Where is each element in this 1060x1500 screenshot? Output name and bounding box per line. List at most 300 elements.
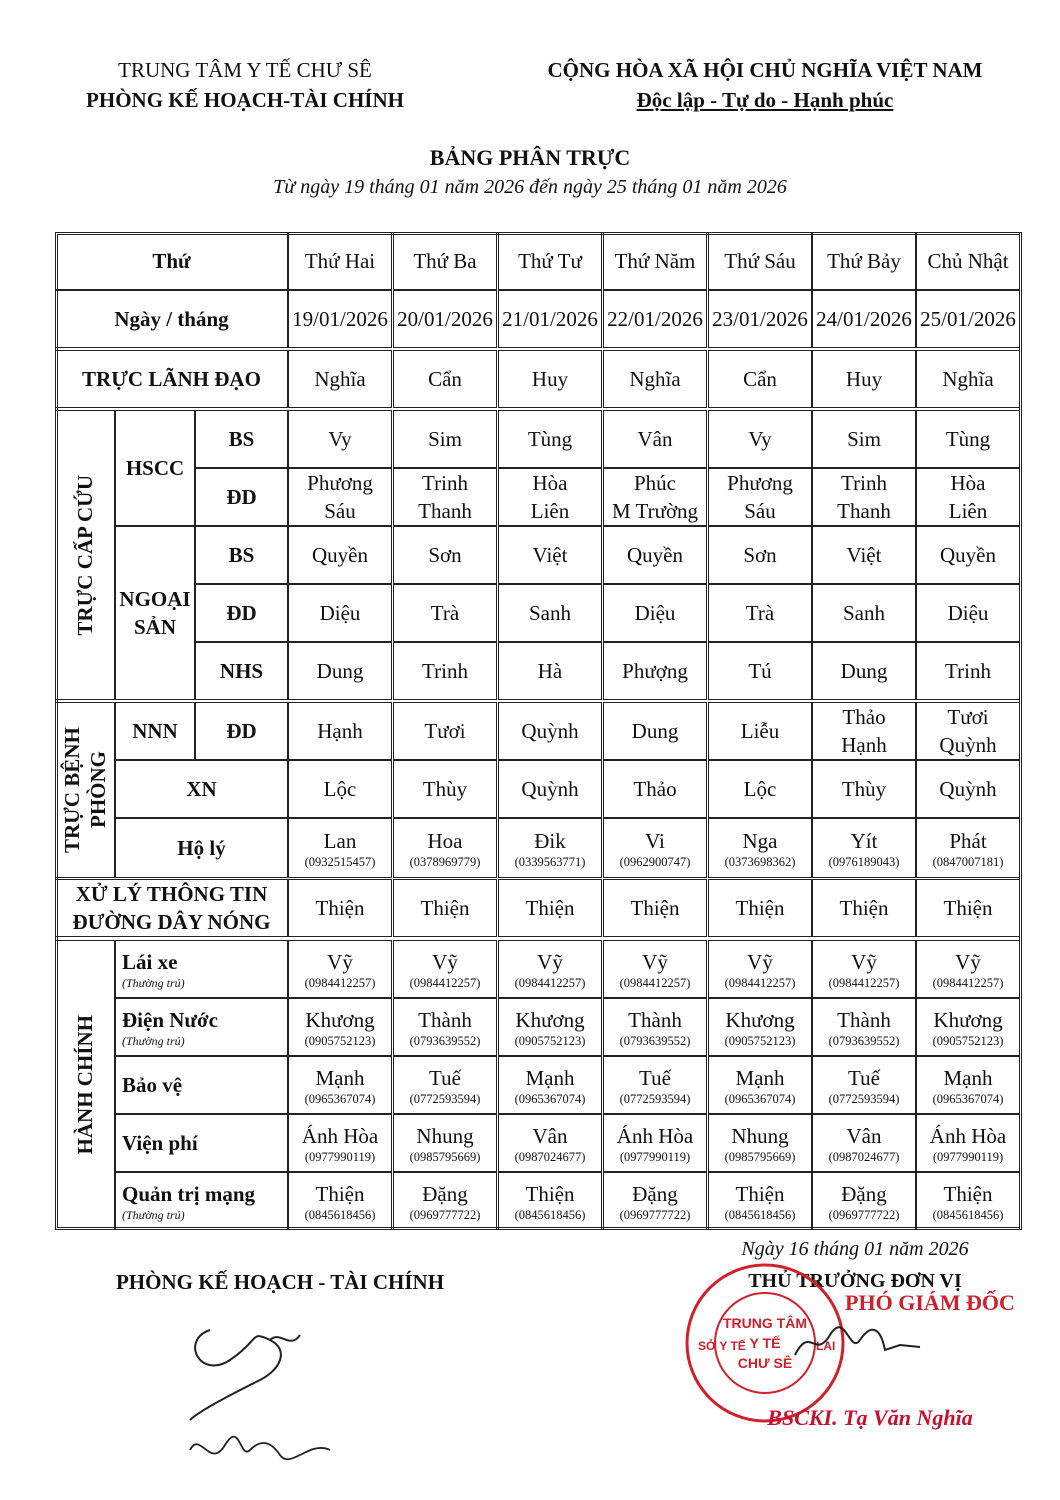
- footer-date: Ngày 16 tháng 01 năm 2026: [741, 1238, 969, 1260]
- staff-name: Vân: [846, 1124, 882, 1148]
- staff-name: Tú: [748, 659, 772, 683]
- staff-name: Sáu: [324, 499, 356, 523]
- leader-name: Nghĩa: [314, 367, 366, 391]
- emergency-role-cell: [195, 642, 288, 700]
- emergency-cell: [708, 642, 812, 700]
- day-name: Thứ Hai: [304, 249, 376, 273]
- emergency-cell: [498, 526, 602, 584]
- staff-name: Thành: [628, 1008, 682, 1032]
- staff-name: Hòa: [950, 471, 986, 495]
- staff-name: Thảo: [633, 777, 677, 801]
- day-name: Thứ Sáu: [724, 249, 796, 273]
- footer-left-label: PHÒNG KẾ HOẠCH - TÀI CHÍNH: [115, 1270, 445, 1294]
- staff-name: Trà: [745, 601, 775, 625]
- holy-cell: [916, 818, 1020, 878]
- admin-role-cell: [115, 940, 288, 998]
- admin-cell: [603, 1172, 707, 1230]
- role-label: Bảo vệ: [122, 1073, 183, 1097]
- emergency-label: TRỰC CẤP CỨU: [73, 474, 97, 636]
- staff-name: Quỳnh: [521, 719, 579, 743]
- leader-cell: [498, 350, 602, 408]
- day-header: [708, 232, 812, 290]
- phone-number: (0969777722): [409, 1208, 481, 1222]
- staff-name: Tùng: [945, 427, 991, 451]
- phone-number: (0984412257): [828, 976, 900, 990]
- phone-number: (0845618456): [932, 1208, 1004, 1222]
- staff-name: Khương: [725, 1008, 795, 1032]
- admin-role-cell: [115, 998, 288, 1056]
- hotline-label-1: XỬ LÝ THÔNG TIN: [75, 882, 268, 906]
- admin-cell: [812, 1172, 916, 1230]
- duty-table: [55, 232, 1022, 1240]
- staff-name: Thiện: [420, 896, 470, 920]
- staff-name: Đặng: [422, 1182, 468, 1206]
- staff-name: Liên: [530, 499, 570, 523]
- emergency-cell: [498, 642, 602, 700]
- staff-name: Khương: [515, 1008, 585, 1032]
- xn-cell: [708, 760, 812, 818]
- admin-cell: [916, 1056, 1020, 1114]
- hotline-cell: [916, 879, 1020, 937]
- hotline-cell: [393, 879, 497, 937]
- phone-number: (0905752123): [514, 1034, 586, 1048]
- emergency-cell: [916, 526, 1020, 584]
- day-header: [498, 232, 602, 290]
- admin-cell: [393, 1172, 497, 1230]
- emergency-cell: [708, 410, 812, 468]
- staff-name: Lộc: [323, 777, 357, 801]
- staff-name: Phương: [727, 471, 793, 495]
- date-value: 22/01/2026: [607, 307, 703, 331]
- admin-cell: [498, 1056, 602, 1114]
- emergency-cell: [393, 468, 497, 526]
- date-header: [288, 290, 392, 348]
- admin-cell: [708, 1056, 812, 1114]
- staff-name: Diệu: [947, 601, 989, 625]
- phone-number: (0962900747): [619, 855, 691, 869]
- hotline-cell: [812, 879, 916, 937]
- emergency-cell: [498, 584, 602, 642]
- admin-cell: [393, 1056, 497, 1114]
- phone-number: (0987024677): [514, 1150, 586, 1164]
- emergency-cell: [916, 410, 1020, 468]
- emergency-cell: [603, 584, 707, 642]
- role-note: (Thường trú): [122, 1034, 185, 1048]
- hscc-label-cell: [115, 410, 195, 526]
- leader-cell: [288, 350, 392, 408]
- staff-name: Sơn: [428, 543, 462, 567]
- role-label: Lái xe: [122, 950, 178, 974]
- leader-name: Cẩn: [428, 367, 462, 391]
- emergency-cell: [812, 410, 916, 468]
- staff-name: Phương: [307, 471, 373, 495]
- staff-name: Sơn: [743, 543, 777, 567]
- emergency-cell: [708, 468, 812, 526]
- staff-name: Diệu: [634, 601, 676, 625]
- emergency-cell: [603, 468, 707, 526]
- staff-name: Thiện: [525, 1182, 575, 1206]
- role-label: ĐD: [226, 485, 257, 509]
- phone-number: (0977990119): [619, 1150, 691, 1164]
- phone-number: (0905752123): [932, 1034, 1004, 1048]
- admin-cell: [916, 1172, 1020, 1230]
- emergency-cell: [393, 410, 497, 468]
- nnn-cell: [393, 702, 497, 760]
- director-signature: [790, 1315, 930, 1370]
- day-label: Thứ: [152, 249, 191, 273]
- staff-name: Quỳnh: [939, 733, 997, 757]
- department-signature: [170, 1310, 360, 1480]
- staff-name: Việt: [532, 543, 568, 567]
- xn-cell: [288, 760, 392, 818]
- emergency-cell: [498, 410, 602, 468]
- holy-label: Hộ lý: [177, 836, 226, 860]
- admin-cell: [916, 1114, 1020, 1172]
- nnn-label: NNN: [132, 719, 178, 743]
- emergency-cell: [603, 642, 707, 700]
- staff-name: Đik: [534, 829, 566, 853]
- phone-number: (0976189043): [828, 855, 900, 869]
- role-label: BS: [228, 543, 255, 567]
- nnn-role: ĐD: [226, 719, 257, 743]
- staff-name: Dung: [840, 659, 888, 683]
- admin-cell: [603, 940, 707, 998]
- emergency-cell: [916, 584, 1020, 642]
- leader-name: Nghĩa: [629, 367, 681, 391]
- leader-cell: [812, 350, 916, 408]
- emergency-role-cell: [195, 410, 288, 468]
- phone-number: (0984412257): [304, 976, 376, 990]
- hotline-label-2: ĐƯỜNG DÂY NÓNG: [72, 910, 271, 934]
- staff-name: Sim: [847, 427, 881, 451]
- role-label: Điện Nước: [122, 1008, 218, 1032]
- day-name: Thứ Bảy: [827, 249, 901, 273]
- ngoai-san-label: NGOẠI SẢN: [119, 587, 191, 639]
- nnn-cell: [916, 702, 1020, 760]
- staff-name: Nga: [742, 829, 778, 853]
- admin-cell: [393, 998, 497, 1056]
- day-name: Thứ Tư: [518, 249, 582, 273]
- staff-name: Tươi: [424, 719, 466, 743]
- emergency-cell: [708, 526, 812, 584]
- svg-text:CHƯ SÊ: CHƯ SÊ: [737, 1355, 793, 1371]
- phone-number: (0965367074): [932, 1092, 1004, 1106]
- admin-cell: [288, 940, 392, 998]
- date-header: [603, 290, 707, 348]
- admin-cell: [916, 998, 1020, 1056]
- staff-name: Dung: [631, 719, 679, 743]
- leader-cell: [393, 350, 497, 408]
- footer-org-head: THỦ TRƯỞNG ĐƠN VỊ: [748, 1270, 962, 1292]
- svg-text:LAI: LAI: [816, 1339, 836, 1353]
- phone-number: (0845618456): [304, 1208, 376, 1222]
- phone-number: (0845618456): [724, 1208, 796, 1222]
- phone-number: (0772593594): [409, 1092, 481, 1106]
- emergency-cell: [603, 410, 707, 468]
- staff-name: Mạnh: [735, 1066, 785, 1090]
- xn-cell: [916, 760, 1020, 818]
- staff-name: Mạnh: [525, 1066, 575, 1090]
- nnn-label-cell: [115, 702, 195, 760]
- staff-name: Ánh Hòa: [616, 1124, 694, 1148]
- signer-name: BSCKI. Tạ Văn Nghĩa: [767, 1405, 973, 1430]
- phone-number: (0985795669): [724, 1150, 796, 1164]
- staff-name: Thiện: [839, 896, 889, 920]
- staff-name: Đặng: [841, 1182, 887, 1206]
- xn-cell: [603, 760, 707, 818]
- emergency-cell: [708, 584, 812, 642]
- leader-cell: [708, 350, 812, 408]
- holy-cell: [603, 818, 707, 878]
- ward-group-label: [55, 702, 115, 878]
- emergency-role-cell: [195, 468, 288, 526]
- nnn-cell: [498, 702, 602, 760]
- date-header: [393, 290, 497, 348]
- staff-name: Trinh: [422, 659, 468, 683]
- staff-name: Dung: [316, 659, 364, 683]
- date-header: [498, 290, 602, 348]
- date-header: [708, 290, 812, 348]
- emergency-cell: [393, 526, 497, 584]
- phone-number: (0965367074): [724, 1092, 796, 1106]
- hotline-cell: [498, 879, 602, 937]
- phone-number: (0969777722): [619, 1208, 691, 1222]
- emergency-cell: [498, 468, 602, 526]
- staff-name: Thiện: [315, 1182, 365, 1206]
- holy-cell: [498, 818, 602, 878]
- phone-number: (0905752123): [304, 1034, 376, 1048]
- staff-name: Khương: [305, 1008, 375, 1032]
- staff-name: Tươi: [947, 705, 989, 729]
- staff-name: Thiện: [525, 896, 575, 920]
- staff-name: Vân: [637, 427, 673, 451]
- leader-name: Huy: [531, 367, 569, 391]
- phone-number: (0965367074): [304, 1092, 376, 1106]
- emergency-cell: [288, 584, 392, 642]
- staff-name: Thanh: [837, 499, 891, 523]
- staff-name: Vy: [748, 427, 772, 451]
- emergency-cell: [812, 468, 916, 526]
- role-note: (Thường trú): [122, 976, 185, 990]
- hotline-cell: [708, 879, 812, 937]
- staff-name: Yít: [850, 829, 878, 853]
- staff-name: Quyền: [312, 543, 368, 567]
- date-header: [916, 290, 1020, 348]
- holy-label-cell: [115, 818, 288, 878]
- staff-name: Tuế: [639, 1066, 671, 1090]
- svg-text:Y TẾ: Y TẾ: [749, 1335, 781, 1351]
- staff-name: Trà: [430, 601, 460, 625]
- phone-number: (0772593594): [619, 1092, 691, 1106]
- xn-cell: [393, 760, 497, 818]
- xn-cell: [812, 760, 916, 818]
- xn-label: XN: [186, 777, 217, 801]
- date-value: 23/01/2026: [712, 307, 808, 331]
- staff-name: Quyền: [627, 543, 683, 567]
- staff-name: Thiện: [943, 896, 993, 920]
- admin-cell: [288, 1114, 392, 1172]
- ngoai-san-label-cell: [115, 526, 195, 700]
- phone-number: (0793639552): [828, 1034, 900, 1048]
- phone-number: (0373698362): [724, 855, 796, 869]
- emergency-cell: [288, 468, 392, 526]
- staff-name: Ánh Hòa: [929, 1124, 1007, 1148]
- role-label: Viện phí: [122, 1131, 198, 1155]
- nnn-cell: [288, 702, 392, 760]
- nnn-role-cell: [195, 702, 288, 760]
- staff-name: Hạnh: [317, 719, 363, 743]
- staff-name: Quỳnh: [521, 777, 579, 801]
- emergency-cell: [603, 526, 707, 584]
- staff-name: Vỹ: [851, 950, 877, 974]
- leader-label: TRỰC LÃNH ĐẠO: [82, 367, 261, 391]
- staff-name: Lộc: [743, 777, 777, 801]
- staff-name: Thiện: [630, 896, 680, 920]
- admin-cell: [288, 1172, 392, 1230]
- xn-cell: [498, 760, 602, 818]
- staff-name: Lan: [323, 829, 357, 853]
- staff-name: Thiện: [943, 1182, 993, 1206]
- day-name: Chủ Nhật: [927, 249, 1009, 273]
- staff-name: Mạnh: [315, 1066, 365, 1090]
- staff-name: Sanh: [843, 601, 885, 625]
- staff-name: Vi: [645, 829, 665, 853]
- phone-number: (0969777722): [828, 1208, 900, 1222]
- staff-name: Thiện: [315, 896, 365, 920]
- footer-role: PHÓ GIÁM ĐỐC: [845, 1290, 1015, 1315]
- staff-name: Tuế: [848, 1066, 880, 1090]
- staff-name: M Trường: [611, 499, 699, 523]
- leader-cell: [603, 350, 707, 408]
- admin-cell: [708, 1114, 812, 1172]
- svg-text:TRUNG TÂM: TRUNG TÂM: [723, 1315, 807, 1331]
- staff-name: Thành: [837, 1008, 891, 1032]
- admin-cell: [603, 1114, 707, 1172]
- emergency-role-cell: [195, 584, 288, 642]
- admin-cell: [288, 998, 392, 1056]
- day-header: [603, 232, 707, 290]
- day-header: [288, 232, 392, 290]
- department-name: PHÒNG KẾ HOẠCH-TÀI CHÍNH: [86, 88, 404, 112]
- phone-number: (0965367074): [514, 1092, 586, 1106]
- hotline-cell: [288, 879, 392, 937]
- day-header: [916, 232, 1020, 290]
- staff-name: Liên: [948, 499, 988, 523]
- phone-number: (0932515457): [304, 855, 376, 869]
- leader-name: Huy: [845, 367, 883, 391]
- admin-cell: [812, 940, 916, 998]
- staff-name: Sáu: [744, 499, 776, 523]
- staff-name: Phượng: [622, 659, 688, 683]
- admin-cell: [708, 1172, 812, 1230]
- nnn-cell: [708, 702, 812, 760]
- staff-name: Sanh: [529, 601, 571, 625]
- staff-name: Vỹ: [537, 950, 563, 974]
- emergency-cell: [916, 468, 1020, 526]
- leader-cell: [916, 350, 1020, 408]
- phone-number: (0378969779): [409, 855, 481, 869]
- staff-name: Tùng: [527, 427, 573, 451]
- staff-name: Quyền: [940, 543, 996, 567]
- staff-name: Trinh: [422, 471, 468, 495]
- admin-cell: [498, 998, 602, 1056]
- date-value: 20/01/2026: [397, 307, 493, 331]
- admin-role-cell: [115, 1056, 288, 1114]
- staff-name: Thành: [418, 1008, 472, 1032]
- phone-number: (0977990119): [304, 1150, 376, 1164]
- day-header: [812, 232, 916, 290]
- nnn-cell: [812, 702, 916, 760]
- staff-name: Sim: [428, 427, 462, 451]
- nation-name: CỘNG HÒA XÃ HỘI CHỦ NGHĨA VIỆT NAM: [547, 58, 983, 82]
- admin-cell: [812, 998, 916, 1056]
- date-value: 21/01/2026: [502, 307, 598, 331]
- phone-number: (0985795669): [409, 1150, 481, 1164]
- staff-name: Vân: [532, 1124, 568, 1148]
- org-name: TRUNG TÂM Y TẾ CHƯ SÊ: [118, 58, 372, 82]
- phone-number: (0984412257): [409, 976, 481, 990]
- holy-cell: [393, 818, 497, 878]
- emergency-role-cell: [195, 526, 288, 584]
- admin-role-cell: [115, 1114, 288, 1172]
- day-header: [393, 232, 497, 290]
- hotline-label-cell: [55, 879, 288, 937]
- admin-cell: [393, 1114, 497, 1172]
- phone-number: (0905752123): [724, 1034, 796, 1048]
- admin-cell: [288, 1056, 392, 1114]
- staff-name: Nhung: [731, 1124, 789, 1148]
- emergency-cell: [916, 642, 1020, 700]
- day-name: Thứ Ba: [413, 249, 477, 273]
- staff-name: Hoa: [427, 829, 463, 853]
- date-value: 24/01/2026: [816, 307, 912, 331]
- admin-cell: [603, 1056, 707, 1114]
- staff-name: Thùy: [422, 777, 468, 801]
- staff-name: Thiện: [735, 1182, 785, 1206]
- holy-cell: [288, 818, 392, 878]
- staff-name: Tuế: [429, 1066, 461, 1090]
- staff-name: Vỹ: [642, 950, 668, 974]
- staff-name: Thiện: [735, 896, 785, 920]
- staff-name: Vỹ: [432, 950, 458, 974]
- hotline-cell: [603, 879, 707, 937]
- page-title: BẢNG PHÂN TRỰC: [429, 145, 631, 170]
- emergency-cell: [288, 642, 392, 700]
- leader-name: Cẩn: [743, 367, 777, 391]
- hscc-label: HSCC: [125, 456, 185, 480]
- date-header: [812, 290, 916, 348]
- admin-cell: [812, 1114, 916, 1172]
- admin-label: HÀNH CHÍNH: [73, 1015, 97, 1155]
- staff-name: Vỹ: [747, 950, 773, 974]
- admin-cell: [916, 940, 1020, 998]
- date-label-cell: [55, 290, 288, 348]
- staff-name: Phúc: [634, 471, 676, 495]
- admin-cell: [603, 998, 707, 1056]
- role-label: BS: [228, 427, 255, 451]
- header-org: [40, 55, 450, 115]
- emergency-cell: [812, 584, 916, 642]
- role-label: NHS: [219, 659, 264, 683]
- staff-name: Trinh: [945, 659, 991, 683]
- admin-cell: [498, 1114, 602, 1172]
- staff-name: Vỹ: [327, 950, 353, 974]
- role-label: Quản trị mạng: [122, 1182, 256, 1206]
- day-label-cell: [55, 232, 288, 290]
- role-label: ĐD: [226, 601, 257, 625]
- staff-name: Quỳnh: [939, 777, 997, 801]
- nation-motto: Độc lập - Tự do - Hạnh phúc: [636, 88, 894, 112]
